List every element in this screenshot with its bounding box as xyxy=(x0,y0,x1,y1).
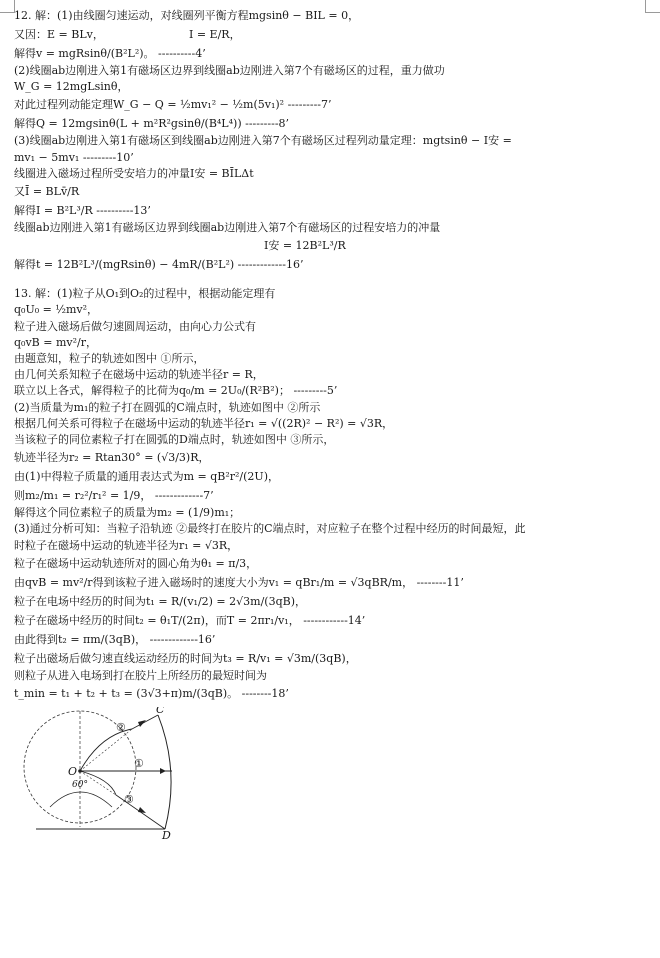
q13-line-12: 由(1)中得粒子质量的通用表达式为m = qB²r²/(2U)， xyxy=(14,470,279,484)
corner-mark-left xyxy=(0,0,15,13)
q13-line-20: 粒子在磁场中经历的时间t₂ = θ₁T/(2π)，而T = 2πr₁/v₁， ------------14’ xyxy=(14,613,366,627)
label-d: D xyxy=(162,829,171,840)
trajectory-3-arrow xyxy=(138,807,146,813)
q13-line-21: 由此得到t₂ = πm/(3qB)， -------------16’ xyxy=(14,632,216,646)
q13-line-15: (3)通过分析可知：当粒子沿轨迹 ②最终打在胶片的C端点时，对应粒子在整个过程中经历的时间最短，此 xyxy=(14,522,526,536)
q12-line-12: 解得I = B²L³/R ----------13’ xyxy=(14,204,151,218)
trajectory-1-arrow xyxy=(160,768,166,774)
trajectory-diagram-svg xyxy=(20,707,190,839)
q13-line-23: 则粒子从进入电场到打在胶片上所经历的最短时间为 xyxy=(14,668,267,682)
label-c: C xyxy=(156,707,165,717)
q13-line-18: 由qvB = mv²/r得到该粒子进入磁场时的速度大小为v₁ = qBr₁/m = √3qBR/m， --------11’ xyxy=(14,575,464,589)
q13-line-16: 时粒子在磁场中运动的轨迹半径为r₁ = √3R， xyxy=(14,538,239,552)
q13-line-19: 粒子在电场中经历的时间为t₁ = R/(v₁/2) = 2√3m/(3qB)， xyxy=(14,594,306,608)
corner-mark-right xyxy=(645,0,660,13)
q12-line-2 xyxy=(14,25,646,44)
q13-line-4: q₀vB = mv²/r， xyxy=(14,335,97,349)
q13-line-14: 解得这个同位素粒子的质量为m₂ = (1/9)m₁； xyxy=(14,506,241,520)
q13-line-8: (2)当质量为m₁的粒子打在圆弧的C端点时，轨迹如图中 ②所示 xyxy=(14,400,321,414)
q13-line-3: 粒子进入磁场后做匀速圆周运动，由向心力公式有 xyxy=(14,319,256,333)
q13-line-10: 当该粒子的同位素粒子打在圆弧的D端点时，轨迹如图中 ③所示， xyxy=(14,433,335,447)
q12-line-5: W_G = 12mgLsinθ， xyxy=(14,80,129,94)
radius-dashed-1 xyxy=(80,729,132,771)
label-2: ② xyxy=(116,721,126,735)
label-o: O xyxy=(68,765,78,779)
q12-line-14 xyxy=(14,236,646,255)
label-3: ③ xyxy=(124,793,134,807)
q13-line-13: 则m₂/m₁ = r₂²/r₁² = 1/9， -------------7’ xyxy=(14,489,214,503)
q12-line-9: mv₁ − 5mv₁ ---------10’ xyxy=(14,150,134,164)
trajectory-diagram xyxy=(20,707,190,839)
label-1: ① xyxy=(134,757,144,771)
q13-line-9: 根据几何关系可得粒子在磁场中运动的轨迹半径r₁ = √((2R)² − R²) = √3R， xyxy=(14,416,394,430)
center-point xyxy=(78,769,82,773)
q13-line-5: 由题意知，粒子的轨迹如图中 ①所示， xyxy=(14,352,205,366)
q13-line-2: q₀U₀ = ½mv²， xyxy=(14,303,99,317)
q12-line-15: 解得t = 12B²L³/(mgRsinθ) − 4mR/(B²L²) -------------16’ xyxy=(14,258,304,272)
q12-line-3: 解得v = mgRsinθ/(B²L²)。 ----------4’ xyxy=(14,47,206,60)
q12-line-6: 对此过程列动能定理W_G − Q = ½mv₁² − ½m(5v₁)² ---------7’ xyxy=(14,98,332,112)
trajectory-3 xyxy=(80,771,165,829)
q13-line-6: 由几何关系知粒子在磁场中运动的轨迹半径r = R， xyxy=(14,368,264,382)
q13-line-7: 联立以上各式，解得粒子的比荷为q₀/m = 2U₀/(R²B²)； ---------5’ xyxy=(14,384,338,398)
q13-line-11: 轨迹半径为r₂ = Rtan30° = (√3/3)R， xyxy=(14,451,210,465)
q13-line-22: 粒子出磁场后做匀速直线运动经历的时间为t₃ = R/v₁ = √3m/(3qB)， xyxy=(14,651,357,665)
q12-line-8: (3)线圈ab边刚进入第1有磁场区到线圈ab边刚进入第7个有磁场区过程列动量定理：mgtsinθ − I安 = xyxy=(14,134,512,148)
q12-line-1: 12. 解：(1)由线圈匀速运动，对线圈列平衡方程mgsinθ − BIL = 0， xyxy=(14,9,360,22)
q12-line-4: (2)线圈ab边刚进入第1有磁场区边界到线圈ab边刚进入第7个有磁场区的过程，重力做功 xyxy=(14,64,445,77)
solution-page xyxy=(14,6,646,839)
film-arc xyxy=(158,715,171,829)
label-angle: 60° xyxy=(72,780,88,791)
q12-line-10: 线圈进入磁场过程所受安培力的冲量I安 = BĪLΔt xyxy=(14,166,254,180)
q12-current: I = E/R， xyxy=(189,28,241,41)
q12-line-7: 解得Q = 12mgsinθ(L + m²R²gsinθ/(B⁴L⁴)) ---------8’ xyxy=(14,117,290,131)
q12-line-13: 线圈ab边刚进入第1有磁场区边界到线圈ab边刚进入第7个有磁场区的过程安培力的冲量 xyxy=(14,221,441,235)
q12-impulse-formula: I安 = 12B²L³/R xyxy=(264,239,346,253)
q12-line-11: 又Ī = BLv̄/R xyxy=(14,185,80,199)
q13-line-24: t_min = t₁ + t₂ + t₃ = (3√3+π)m/(3qB)。 --------18’ xyxy=(14,687,289,701)
q12-emf: 又因：E = BLv， xyxy=(14,28,104,41)
q13-line-17: 粒子在磁场中运动轨迹所对的圆心角为θ₁ = π/3， xyxy=(14,556,258,570)
q13-line-1: 13. 解：(1)粒子从O₁到O₂的过程中，根据动能定理有 xyxy=(14,287,276,301)
inner-arc xyxy=(50,792,112,807)
trajectory-2-arrow xyxy=(138,720,146,727)
